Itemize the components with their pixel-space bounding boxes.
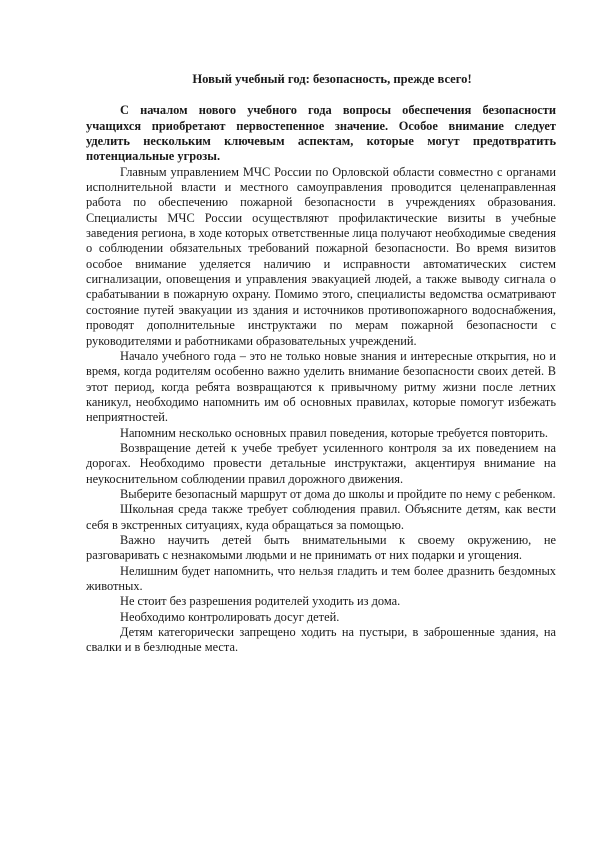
paragraph-road-safety: Возвращение детей к учебе требует усиленного контроля за их поведением на дорогах. Необходимо провести детальные инструктажи, акцентируя внимание на неукоснительном соблюдении правил дорожного движения. [86,440,556,486]
paragraph-strangers: Важно научить детей быть внимательными к своему окружению, не разговаривать с незнакомыми людьми и не принимать от них подарки и угощения. [86,532,556,563]
paragraph-leisure-control: Необходимо контролировать досуг детей. [120,609,340,624]
paragraph-fire-safety: Главным управлением МЧС России по Орловской области совместно с органами исполнительной власти и местного самоуправления проводится целенаправленная работа по обеспечению пожарной безопасности в учреждениях образования. Специалисты МЧС России осуществляют профилактические визиты в учебные заведения региона, в ходе которых ответственные лица получают необходимые сведения о соблюдении обязательных требований пожарной безопасности. Во время визитов особое внимание уделяется наличию и исправности автоматических систем сигнализации, оповещения и управления эвакуацией людей, а также выводу сигнала о срабатывании в пожарную охрану. Помимо этого, специалисты ведомства осматривают состояние путей эвакуации из здания и источников противопожарного водоснабжения, проводят дополнительные инструктажи по мерам пожарной безопасности с руководителями и работниками образовательных учреждений. [86,164,556,348]
paragraph-school-year-start: Начало учебного года – это не только новые знания и интересные открытия, но и время, когда родителям особенно важно уделить внимание безопасности своих детей. В этот период, когда ребята возвращаются к привычному ритму жизни после летних каникул, необходимо напомнить им об основных правилах, которые помогут избежать неприятностей. [86,348,556,425]
document-title: Новый учебный год: безопасность, прежде всего! [192,72,472,86]
paragraph-safe-route: Выберите безопасный маршрут от дома до школы и пройдите по нему с ребенком. [120,486,556,501]
paragraph-school-rules: Школьная среда также требует соблюдения правил. Объясните детям, как вести себя в экстренных ситуациях, куда обращаться за помощью. [86,502,556,532]
lead-paragraph: С началом нового учебного года вопросы обеспечения безопасности учащихся приобретают первостепенное значение. Особое внимание следует уделить нескольким ключевым аспектам, которые могут предотвратить потенциальные угрозы. [86,103,556,164]
paragraph-dangerous-places: Детям категорически запрещено ходить на пустыри, в заброшенные здания, на свалки и в безлюдные места. [86,625,556,655]
document-body [86,72,556,656]
paragraph-rules-intro: Напомним несколько основных правил поведения, которые требуется повторить. [120,425,548,440]
paragraph-stray-animals: Нелишним будет напомнить, что нельзя гладить и тем более дразнить бездомных животных. [86,563,556,593]
paragraph-leaving-home: Не стоит без разрешения родителей уходить из дома. [120,594,401,609]
